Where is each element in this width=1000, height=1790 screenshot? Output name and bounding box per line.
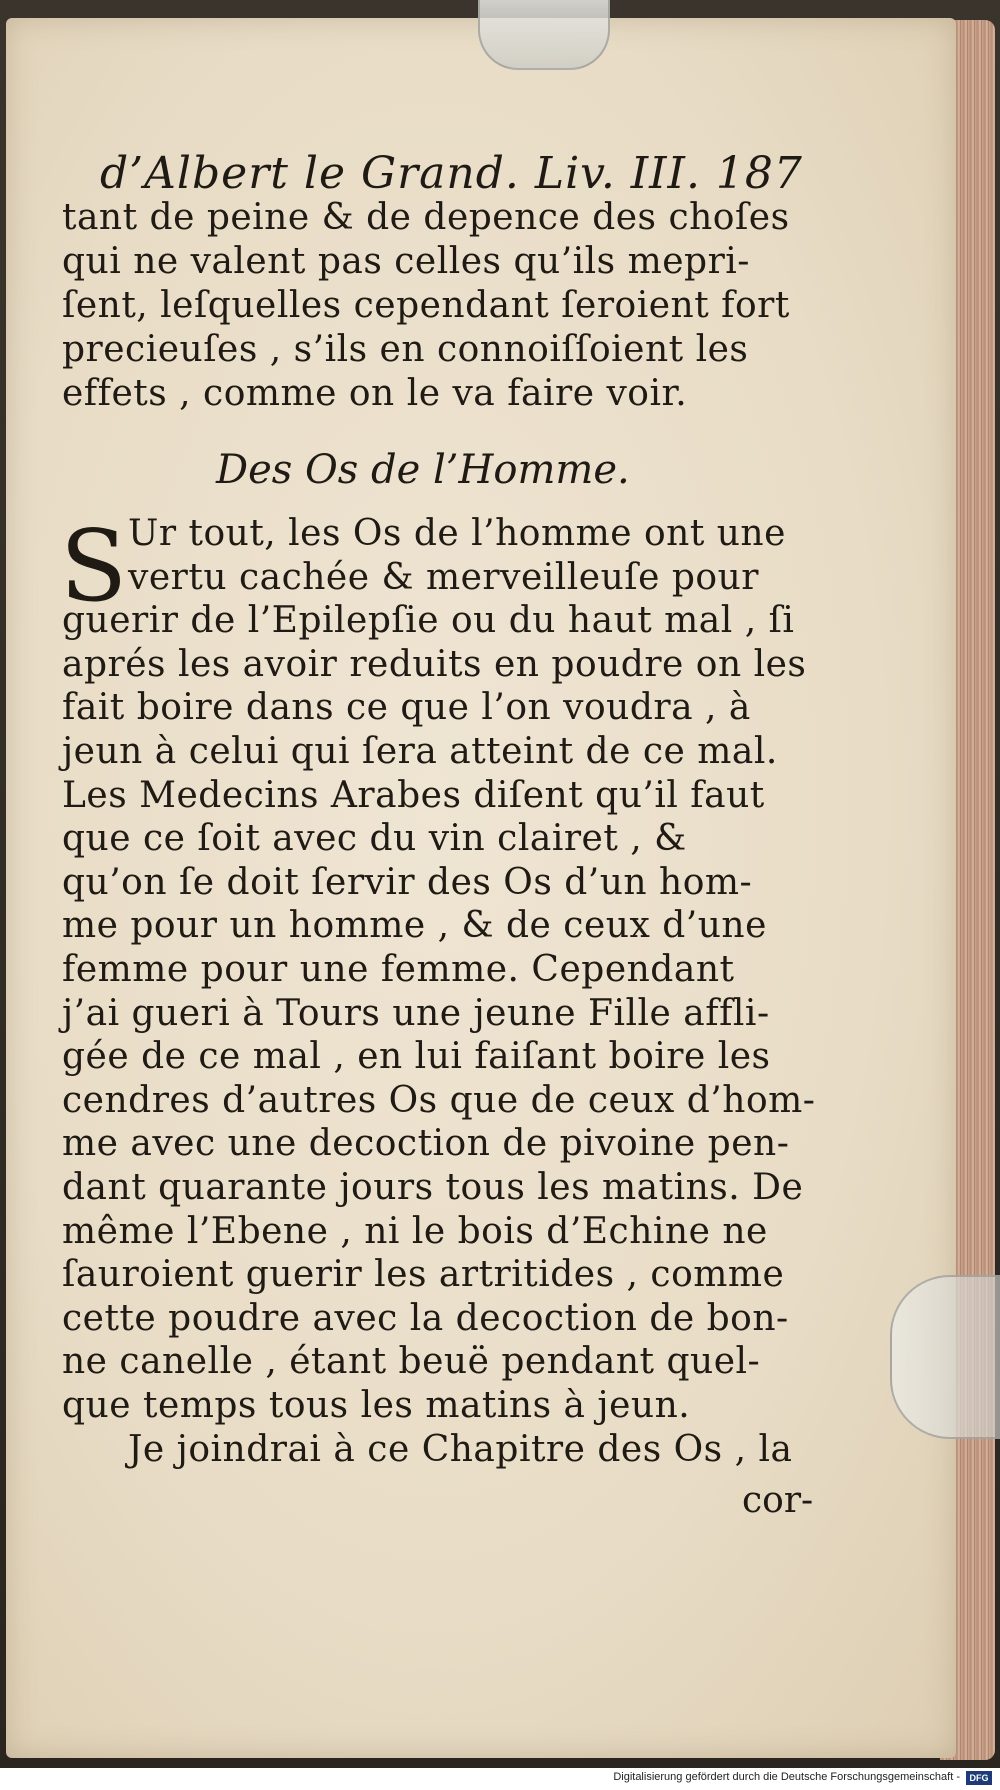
running-header: d’Albert le Grand. Liv. III. 187 bbox=[100, 148, 803, 199]
text-line: Les Medecins Arabes diſent qu’il faut bbox=[62, 775, 765, 816]
text-line: qui ne valent pas celles qu’ils mepri- bbox=[62, 241, 750, 282]
text-line: me avec une decoction de pivoine pen- bbox=[62, 1123, 790, 1164]
text-line: que temps tous les matins à jeun. bbox=[62, 1385, 691, 1426]
text-line: jeun à celui qui ſera atteint de ce mal. bbox=[62, 731, 778, 772]
text-line: ne canelle , étant beuë pendant quel- bbox=[62, 1341, 761, 1382]
dfg-logo: DFG bbox=[966, 1771, 992, 1785]
top-page-clip bbox=[478, 0, 610, 70]
text-line: femme pour une femme. Cependant bbox=[62, 949, 735, 990]
text-line: ſent, leſquelles cependant ſeroient fort bbox=[62, 285, 790, 326]
text-line: dant quarante jours tous les matins. De bbox=[62, 1167, 804, 1208]
right-page-clip bbox=[890, 1275, 1000, 1439]
text-line: me pour un homme , & de ceux d’une bbox=[62, 905, 767, 946]
catchword: cor- bbox=[742, 1480, 814, 1521]
text-line: cendres d’autres Os que de ceux d’hom- bbox=[62, 1080, 816, 1121]
text-line: guerir de l’Epilepſie ou du haut mal , ſi bbox=[62, 600, 795, 641]
text-line: ſauroient guerir les artritides , comme bbox=[62, 1254, 785, 1295]
text-line: que ce ſoit avec du vin clairet , & bbox=[62, 818, 687, 859]
section-title: Des Os de l’Homme. bbox=[216, 447, 630, 493]
text-line: Je joindrai à ce Chapitre des Os , la bbox=[128, 1429, 793, 1470]
text-line: aprés les avoir reduits en poudre on les bbox=[62, 644, 807, 685]
text-line: qu’on ſe doit ſervir des Os d’un hom- bbox=[62, 862, 753, 903]
text-line: tant de peine & de depence des choſes bbox=[62, 197, 790, 238]
text-line: même l’Ebene , ni le bois d’Echine ne bbox=[62, 1211, 768, 1252]
text-line: fait boire dans ce que l’on voudra , à bbox=[62, 687, 751, 728]
text-line: cette poudre avec la decoction de bon- bbox=[62, 1298, 789, 1339]
drop-capital: S bbox=[60, 510, 128, 624]
text-line: Ur tout, les Os de l’homme ont une bbox=[128, 513, 786, 554]
text-line: precieuſes , s’ils en connoiſſoient les bbox=[62, 329, 749, 370]
credit-strip bbox=[0, 1768, 1000, 1790]
text-line: vertu cachée & merveilleuſe pour bbox=[128, 557, 759, 598]
text-line: j’ai gueri à Tours une jeune Fille affli- bbox=[62, 993, 770, 1034]
text-line: effets , comme on le va faire voir. bbox=[62, 373, 688, 414]
text-line: gée de ce mal , en lui faiſant boire les bbox=[62, 1036, 771, 1077]
digitization-credit: Digitalisierung gefördert durch die Deutsche Forschungsgemeinschaft - bbox=[613, 1771, 960, 1783]
